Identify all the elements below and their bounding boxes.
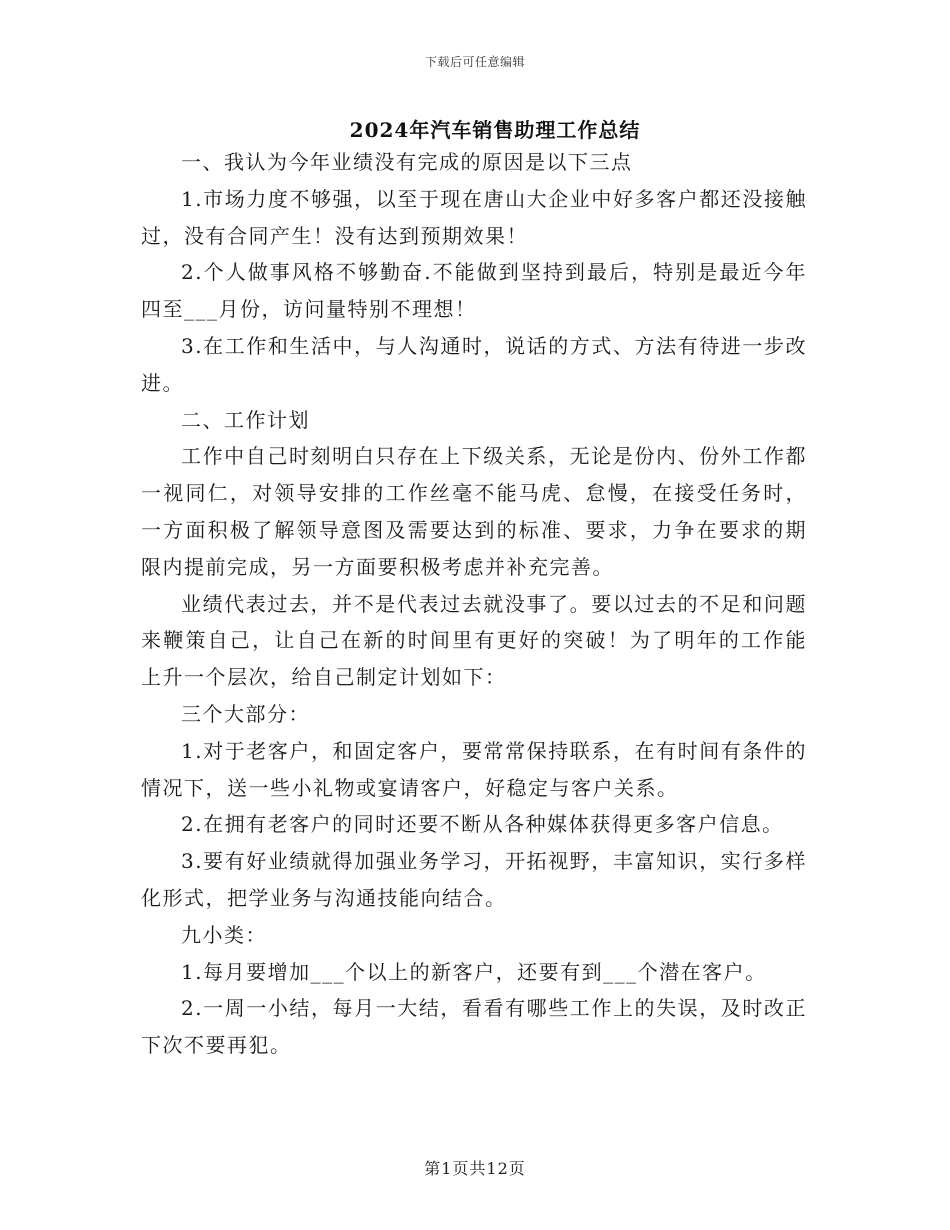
section-heading-reasons: 一、我认为今年业绩没有完成的原因是以下三点	[181, 150, 633, 174]
document-title: 2024年汽车销售助理工作总结	[349, 118, 641, 142]
paragraph-category-1: 1.每月要增加___个以上的新客户，还要有到___个潜在客户。	[181, 959, 767, 984]
paragraph-part-2: 2.在拥有老客户的同时还要不断从各种媒体获得更多客户信息。	[181, 812, 784, 837]
paragraph-performance: 业绩代表过去，并不是代表过去就没事了。要以过去的不足和问题来鞭策自己，让自己在新的时间里有更好的突破！为了明年的工作能上升一个层次，给自己制定计划如下：	[141, 591, 807, 690]
page-number: 第1页共12页	[424, 1159, 526, 1178]
header-note: 下载后可任意编辑	[424, 55, 525, 69]
paragraph-reason-2: 2.个人做事风格不够勤奋.不能做到坚持到最后，特别是最近今年四至___月份，访问量特别不理想！	[141, 260, 807, 322]
section-heading-work-plan: 二、工作计划	[181, 407, 310, 432]
subheading-three-parts: 三个大部分：	[181, 701, 310, 726]
paragraph-reason-1: 1.市场力度不够强，以至于现在唐山大企业中好多客户都还没接触过，没有合同产生！没有达到预期效果！	[141, 186, 807, 248]
paragraph-part-1: 1.对于老客户，和固定客户，要常常保持联系，在有时间有条件的情况下，送一些小礼物或宴请客户，好稳定与客户关系。	[141, 738, 807, 800]
paragraph-category-2: 2.一周一小结，每月一大结，看看有哪些工作上的失误，及时改正下次不要再犯。	[141, 996, 807, 1058]
paragraph-work-attitude: 工作中自己时刻明白只存在上下级关系，无论是份内、份外工作都一视同仁，对领导安排的工作丝毫不能马虎、怠慢，在接受任务时，一方面积极了解领导意图及需要达到的标准、要求，力争在要求的期限内提前完成，另一方面要积极考虑并补充完善。	[141, 444, 807, 579]
subheading-nine-categories: 九小类：	[181, 922, 267, 947]
paragraph-part-3: 3.要有好业绩就得加强业务学习，开拓视野，丰富知识，实行多样化形式，把学业务与沟通技能向结合。	[141, 849, 807, 910]
document-body	[141, 144, 807, 1064]
paragraph-reason-3: 3.在工作和生活中，与人沟通时，说话的方式、方法有待进一步改进。	[141, 333, 807, 395]
